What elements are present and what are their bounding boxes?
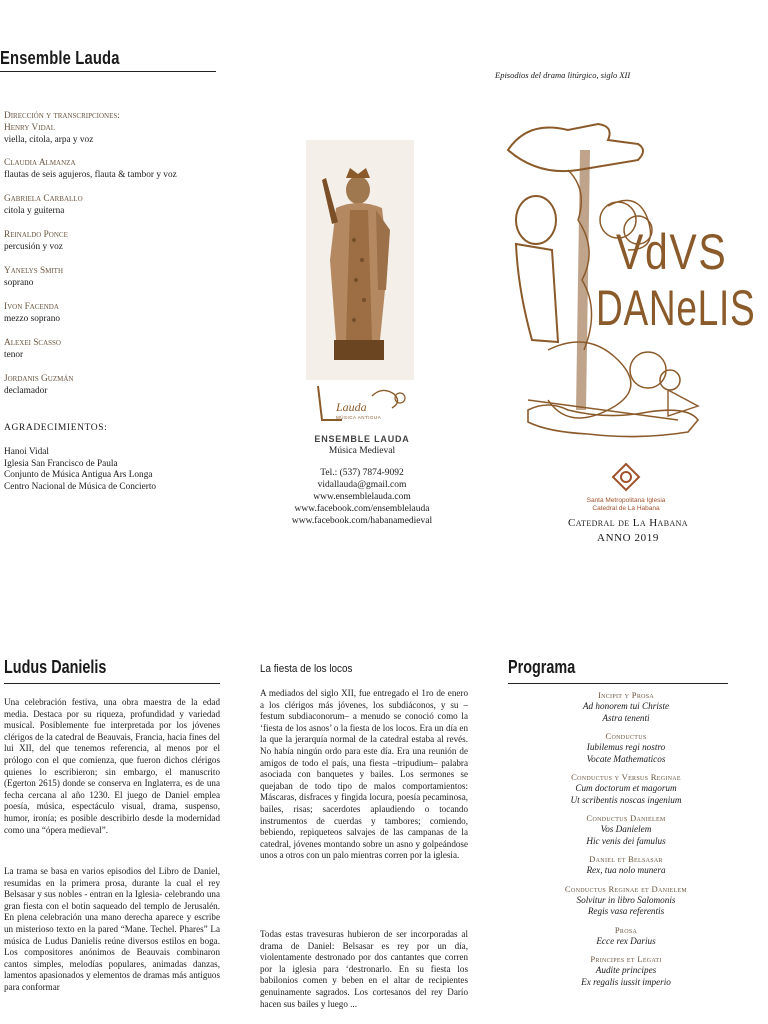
ensemble-title: Ensemble Lauda (0, 48, 120, 68)
lauda-logo-subtitle: MÚSICA ANTIGUA (336, 415, 382, 420)
ludus-title: Ludus Danielis (4, 657, 107, 677)
contact-org: ENSEMBLE LAUDA (314, 434, 410, 444)
contact-facebook-1[interactable]: www.facebook.com/ensemblelauda (294, 504, 430, 514)
ludus-danielis-illumination (488, 110, 766, 450)
title-rule (0, 71, 216, 72)
program-item: Conductus Iubilemus regi nostro Vocate Mathematicos (586, 731, 666, 764)
acknowledgements-title: AGRADECIMIENTOS: (4, 423, 108, 433)
venue-name: Catedral de La Habana (568, 517, 688, 529)
program-item: Conductus y Versus Reginae Cum doctorum et magorum Ut scribentis noscas ingenium (570, 772, 682, 805)
program-title: Programa (508, 657, 576, 677)
cover-subtitle: Episodios del drama litúrgico, siglo XII (495, 70, 631, 80)
contact-phone: Tel.: (537) 7874-9092 (320, 468, 404, 478)
cover-title-line2: DANeLIS (596, 280, 756, 336)
cathedral-emblem-icon (611, 462, 641, 492)
ludus-paragraph-2: La trama se basa en varios episodios del Libro de Daniel, resumidas en la primera prosa, durante la cual el rey Belsasar y sus nobles - entran en la Iglesia- celebrando una gran fiesta con el botín saqueado del templo de Jerusalén. En plena celebración una mano derecha aparece y escribe un misterioso texto en la pared “Mane. Techel. Phares” La música de Ludus Danielis reúne diversos estilos en boga. Los compositores anónimos de Beauvais combinaron cantos simples, melodías populares, animadas danzas, lamentos apasionados y elementos de dramas más antiguos para conformar (4, 866, 220, 992)
lauda-logo (312, 382, 412, 426)
program-rule (508, 683, 728, 684)
member-henry-vidal: Henry Vidal viella, citola, arpa y voz (4, 123, 94, 145)
fiesta-title: La fiesta de los locos (260, 663, 353, 675)
fiesta-paragraph-2: Todas estas travesuras hubieron de ser incorporadas al drama de Daniel: Belsasar es rey por un día, violentamente destronado por dos cantantes que corren por la iglesia para ‘destronarlo. En su fiesta los babilonios comen y beben en el altar de recipientes genuinamente sagrados. Los cortesanos del rey Darío hacen sus bailes y luego ... (260, 929, 468, 1009)
cathedral-logo-line1: Santa Metropolitana Iglesia (586, 497, 666, 504)
king-statue-image (306, 140, 414, 380)
contact-website[interactable]: www.ensemblelauda.com (313, 492, 411, 502)
contact-sub: Música Medieval (328, 446, 396, 456)
member-jordanis-guzman: Jordanis Guzmán declamador (4, 374, 74, 396)
program-item: Conductus Reginae et Danielem Solvitur in libro Salomonis Regis vasa referentis (564, 883, 688, 916)
cathedral-logo (566, 462, 686, 520)
member-ivon-facenda: Ivon Facenda mezzo soprano (4, 302, 61, 324)
program-item: Prosa Ecce rex Darius (596, 924, 656, 946)
program-item: Conductus Danielem Vos Danielem Hic venis dei famulus (586, 813, 666, 846)
venue-year: ANNO 2019 (597, 532, 659, 544)
fiesta-paragraph-1: A mediados del siglo XII, fue entregado el 1ro de enero a los clérigos más jóvenes, los subdiáconos, y su –festum subdiaconorum– a menudo se conoció como la ‘fiesta de los asnos’ o la fiesta de los locos. Era un día en la que la jerarquía normal de la catedral estaba al revés. No había ningún ordo para este día. Era una reunión de amigos de todo el país, una fiesta –tripudium– palabra asociada con banquetes y bailes. Los sermones se quejaban de todo tipo de malos comportamientos: Máscaras, disfraces y fingida locura, poesía pecaminosa, bailes, risas; sacerdotes aplaudiendo o tocando instrumentos de cuerdas y tambores; comiendo, bebiendo, repiqueteos salvajes de las campanas de la catedral, jóvenes montando sobre un asno y golpeándose unos a otros con un palo mientras corren por la iglesia. (260, 688, 468, 861)
member-claudia-almanza: Claudia Almanza flautas de seis agujeros, flauta & tambor y voz (4, 158, 177, 180)
cover-title-line1: VdVS (616, 224, 728, 280)
contact-block (268, 433, 456, 527)
program-item: Incipit y Prosa Ad honorem tui Christe Astra tenenti (582, 690, 670, 723)
program-item: Principes et Legati Audite principes Ex regalis iussit imperio (581, 954, 671, 987)
lauda-logo-text: Lauda (336, 400, 367, 414)
contact-email[interactable]: vidallauda@gmail.com (317, 480, 407, 490)
program-item: Daniel et Belsasar Rex, tua nolo munera (586, 854, 666, 875)
member-reinaldo-ponce: Reinaldo Ponce percusión y voz (4, 230, 68, 252)
director-heading: Dirección y transcripciones: (4, 111, 120, 121)
acknowledgements-list: Hanoi Vidal Iglesia San Francisco de Paula Conjunto de Música Antigua Ars Longa Centro Nacional de Música de Concierto (4, 447, 157, 492)
member-gabriela-carballo: Gabriela Carballo citola y guiterna (4, 194, 83, 216)
program-list (508, 690, 744, 995)
cathedral-logo-line2: Catedral de La Habana (592, 505, 660, 512)
member-yanelys-smith: Yanelys Smith soprano (4, 266, 64, 288)
contact-facebook-2[interactable]: www.facebook.com/habanamedieval (291, 516, 433, 526)
ludus-paragraph-1: Una celebración festiva, una obra maestra de la edad media. Destaca por su riqueza, profundidad y variedad musical. Posiblemente fue interpretada por los jóvenes clérigos de la catedral de Beauvais, Francia, hacia fines del lui XII, del que tenemos referencia, al menos por el prólogo con el que comienza, que fueron dichos clérigos quienes lo escribieron; sin embargo, el manuscrito (Egerton 2615) donde se conserva en Inglaterra, es de una fecha cercana al año 1230. El juego de Daniel emplea poesía, música, espectáculo visual, drama, suspenso, humor, ironía; es posible describirlo desde la modernidad como una “ópera medieval”. (4, 697, 220, 835)
member-alexei-scasso: Alexei Scasso tenor (4, 338, 61, 360)
ludus-rule (4, 683, 220, 684)
